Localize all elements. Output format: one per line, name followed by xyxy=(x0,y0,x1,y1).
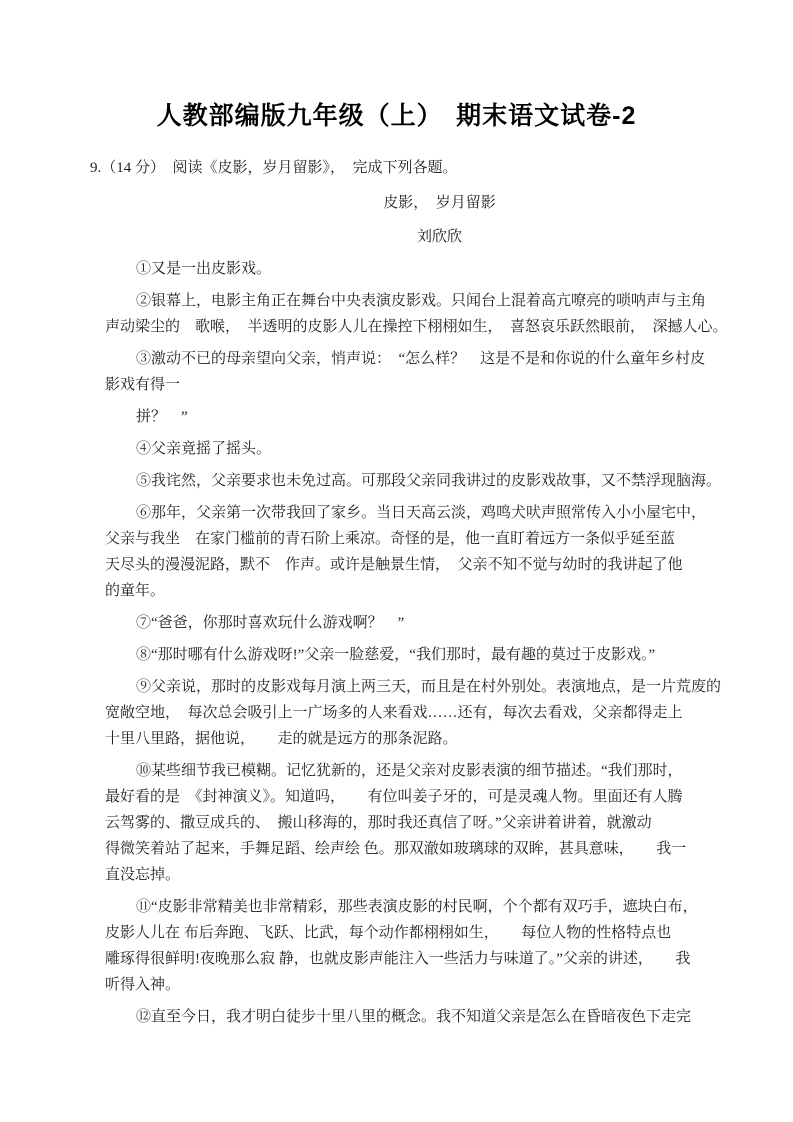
passage-line: ①又是一出皮影戏。 xyxy=(136,261,272,277)
passage-line: 影戏有得一 xyxy=(105,377,181,393)
passage-line: ⑥那年，父亲第一次带我回了家乡。当日天高云淡，鸡鸣犬吠声照常传入小小屋宅中， xyxy=(136,505,707,521)
passage-line: 十里八里路，据他说， 走的就是远方的那条泥路。 xyxy=(105,731,458,747)
passage-line: ⑫直至今日，我才明白徒步十里八里的概念。我不知道父亲是怎么在昏暗夜色下走完 xyxy=(136,1009,692,1025)
passage-line: ⑦“爸爸，你那时喜欢玩什么游戏啊？ ” xyxy=(136,615,405,631)
question-line: 9.（14 分） 阅读《皮影，岁月留影》， 完成下列各题。 xyxy=(90,160,458,176)
passage-line: 云驾雾的、撒豆成兵的、 搬山移海的，那时我还真信了呀。”父亲讲着讲着，就激动 xyxy=(105,815,652,831)
document-title: 人教部编版九年级（上） 期末语文试卷-2 xyxy=(156,102,637,130)
passage-line: 皮影人儿在 布后奔跑、飞跃、比武，每个动作都栩栩如生， 每位人物的性格特点也 xyxy=(105,925,672,941)
passage-line: 宽敞空地， 每次总会吸引上一广场多的人来看戏……还有，每次去看戏，父亲都得走上 xyxy=(105,705,683,721)
passage-line: ⑪“皮影非常精美也非常精彩，那些表演皮影的村民啊，个个都有双巧手，遮块白布， xyxy=(136,899,698,915)
passage-line: 父亲与我坐 在家门槛前的青石阶上乘凉。奇怪的是，他一直盯着远方一条似乎延至蓝 xyxy=(105,531,676,547)
passage-body xyxy=(105,256,793,1030)
passage-author: 刘欣欣 xyxy=(416,229,462,245)
passage-title: 皮影， 岁月留影 xyxy=(383,195,496,211)
passage-line: 拼？ ” xyxy=(136,409,188,425)
passage-line: ②银幕上，电影主角正在舞台中央表演皮影戏。只闻台上混着高亢嘹亮的唢呐声与主角 xyxy=(136,293,707,309)
passage-line: 声动梁尘的 歌喉， 半透明的皮影人儿在操控下栩栩如生， 喜怒哀乐跃然眼前， 深撼人心。 xyxy=(105,319,728,335)
passage-line: 听得入神。 xyxy=(105,977,181,993)
passage-line: 最好看的是 《封神演义》。知道吗， 有位叫姜子牙的，可是灵魂人物。里面还有人腾 xyxy=(105,789,683,805)
passage-line: ⑧“那时哪有什么游戏呀!”父亲一脸慈爱，“我们那时，最有趣的莫过于皮影戏。” xyxy=(136,647,656,663)
passage-line: ③激动不已的母亲望向父亲，悄声说： “怎么样？ 这是不是和你说的什么童年乡村皮 xyxy=(136,351,706,367)
passage-line: ⑩某些细节我已模糊。记忆犹新的，还是父亲对皮影表演的细节描述。“我们那时， xyxy=(136,763,683,779)
passage-line: ⑤我诧然，父亲要求也未免过高。可那段父亲同我讲过的皮影戏故事，又不禁浮现脑海。 xyxy=(136,473,722,489)
passage-line: 雕琢得很鲜明!夜晚那么寂 静，也就皮影声能注入一些活力与味道了。”父亲的讲述， 我 xyxy=(105,951,691,967)
passage-line: ④父亲竟摇了摇头。 xyxy=(136,441,272,457)
passage-line: 得微笑着站了起来，手舞足蹈、绘声绘 色。那双澈如玻璃球的双眸，甚具意味， 我一 xyxy=(105,841,687,857)
passage-line: 的童年。 xyxy=(105,583,166,599)
passage-line: ⑨父亲说，那时的皮影戏每月演上两三天，而且是在村外别处。表演地点，是一片荒废的 xyxy=(136,679,722,695)
passage-line: 天尽头的漫漫泥路，默不 作声。或许是触景生情， 父亲不知不觉与幼时的我讲起了他 xyxy=(105,557,683,573)
passage-line: 直没忘掉。 xyxy=(105,867,181,883)
